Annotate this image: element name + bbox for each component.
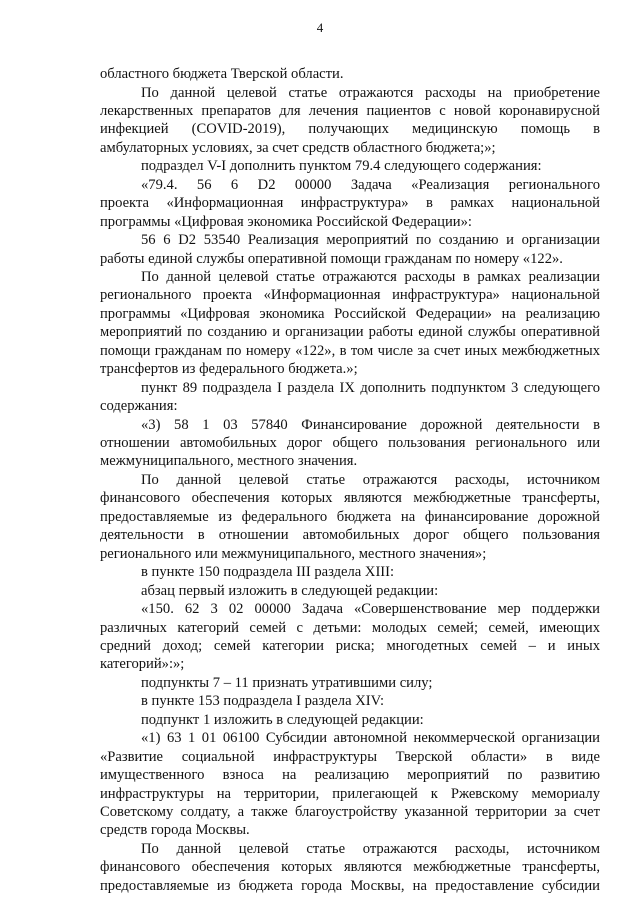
text-line: По данной целевой статье отражаются расходы в рамках реализации [141,268,600,285]
text-line: По данной целевой статье отражаются расходы, источником [141,840,600,857]
text-line: регионального проекта «Информационная инфраструктура» национальной [100,287,600,304]
text-line: предоставляемые из федерального бюджета на финансирование дорожной [100,508,600,525]
text-line: подпункт 1 изложить в следующей редакции: [141,711,424,728]
text-line: финансового обеспечения которых являются межбюджетные трансферты, [100,859,600,876]
text-line: «Развитие социальной инфраструктуры Тверской области» в виде [100,748,600,765]
text-line: Советскому солдату, а также благоустройству указанной территории за счет [100,804,600,820]
text-line: содержания: [100,398,178,415]
text-line: отношении автомобильных дорог общего пользования регионального или [100,435,600,451]
text-line: средний доход; семей категории риска; многодетных семей – и иных [100,637,600,654]
text-line: работы единой службы оперативной помощи гражданам по номеру «122». [100,250,563,267]
text-line: средств города Москвы. [100,822,250,839]
text-line: мероприятий по созданию и организации работы единой службы оперативной [100,324,600,341]
text-line: По данной целевой статье отражаются расходы, источником [141,471,600,488]
text-line: имущественного взноса на реализацию мероприятий по развитию [100,767,600,784]
text-line: подраздел V-I дополнить пунктом 79.4 следующего содержания: [141,158,542,175]
text-line: различных категорий семей с детьми: молодых семей; семей, имеющих [100,619,600,636]
text-line: «79.4. 56 6 D2 00000 Задача «Реализация регионального [141,176,600,193]
text-line: регионального или межмуниципального, местного значения»; [100,545,487,562]
text-line: подпункты 7 – 11 признать утратившими силу; [141,674,433,691]
text-line: в пункте 150 подраздела III раздела XIII: [141,564,395,581]
text-line: областного бюджета Тверской области. [100,66,344,82]
text-line: «1) 63 1 01 06100 Субсидии автономной некоммерческой организации [141,730,600,747]
text-line: «3) 58 1 03 57840 Финансирование дорожной деятельности в [141,416,600,433]
text-line: лекарственных препаратов для лечения пациентов с новой коронавирусной [100,102,600,119]
text-line: пункт 89 подраздела I раздела IX дополнить подпунктом 3 следующего [141,379,600,396]
text-line: категорий»:»; [100,656,185,673]
page-number: 4 [316,20,324,35]
text-line: межмуниципального, местного значения. [100,453,358,470]
text-line: трансфертов из федерального бюджета.»; [100,361,358,378]
text-line: 56 6 D2 53540 Реализация мероприятий по созданию и организации [141,232,600,248]
text-line: проекта «Информационная инфраструктура» в рамках национальной [100,195,600,212]
text-line: инфраструктуры на территории, прилегающей к Ржевскому мемориалу [100,785,600,802]
text-line: программы «Цифровая экономика Российской Федерации»: [100,213,472,230]
text-line: амбулаторных условиях, за счет средств областного бюджета;»; [100,139,496,156]
text-line: инфекцией (COVID-2019), получающих медицинскую помощь в [100,121,600,138]
text-line: финансового обеспечения которых являются межбюджетные трансферты, [100,490,600,507]
text-line: в пункте 153 подраздела I раздела XIV: [141,693,385,710]
text-line: программы «Цифровая экономика Российской Федерации» на реализацию [100,305,600,322]
text-line: абзац первый изложить в следующей редакции: [141,582,439,599]
text-line: помощи гражданам по номеру «122», в том числе за счет иных межбюджетных [100,342,600,359]
text-line: «150. 62 3 02 00000 Задача «Совершенствование мер поддержки [141,601,600,617]
text-line: предоставляемые из бюджета города Москвы, на предоставление субсидии [100,877,600,894]
text-line: По данной целевой статье отражаются расходы на приобретение [141,84,600,101]
text-line: деятельности в отношении автомобильных дорог общего пользования [100,527,600,544]
